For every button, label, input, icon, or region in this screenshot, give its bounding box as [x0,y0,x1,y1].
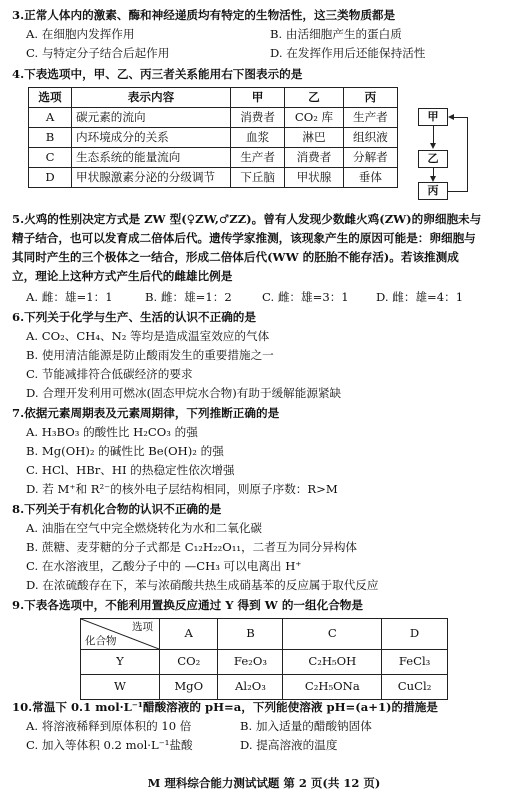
q9-table-row [81,675,448,700]
arrow-jia-to-yi [433,126,434,144]
q10-option-b: B. 加入适量的醋酸钠固体 [240,719,372,733]
q9-stem: 9.下表各选项中，不能利用置换反应通过 Y 得到 W 的一组化合物是 [12,598,363,612]
q5-option-a: A. 雌：雄=1：1 [26,290,113,304]
diagram-box-bing: 丙 [418,182,448,200]
q3-option-c: C. 与特定分子结合后起作用 [26,46,170,60]
q4-cell: CO₂ 库 [285,108,344,128]
q9-cell: CuCl₂ [382,675,448,700]
q4-header-cell: 表示内容 [72,88,231,108]
q6-option-d: D. 合理开发利用可燃冰(固态甲烷水合物)有助于缓解能源紧缺 [26,386,342,400]
q9-cell: FeCl₃ [382,650,448,675]
q9-header-cell: D [382,619,448,650]
diagram-box-yi: 乙 [418,150,448,168]
q9-table-row [81,650,448,675]
diagram-box-jia: 甲 [418,108,448,126]
q4-cell: 甲状腺 [285,168,344,188]
q9-header-row [81,619,448,650]
q6-option-c: C. 节能减排符合低碳经济的要求 [26,367,193,381]
q8-option-c: C. 在水溶液里，乙酸分子中的 —CH₃ 可以电离出 H⁺ [26,559,302,573]
q9-cell: Fe₂O₃ [218,650,283,675]
q4-table-row [29,148,398,168]
q4-cell: 生产者 [343,108,397,128]
q8-option-b: B. 蔗糖、麦芽糖的分子式都是 C₁₂H₂₂O₁₁，二者互为同分异构体 [26,540,358,554]
q4-table-row [29,168,398,188]
q9-row-label: W [81,675,160,700]
q4-cell: D [29,168,72,188]
q9-cell: C₂H₅ONa [283,675,382,700]
q9-cell: MgO [160,675,218,700]
q10-stem: 10.常温下 0.1 mol·L⁻¹醋酸溶液的 pH=a，下列能使溶液 pH=(a+1)的措施是 [12,700,438,714]
q6-option-b: B. 使用清洁能源是防止酸雨发生的重要措施之一 [26,348,274,362]
q4-cell: 生产者 [231,148,285,168]
q4-table-row [29,108,398,128]
q9-corner-bottom: 化合物 [85,634,117,647]
q3-option-b: B. 由活细胞产生的蛋白质 [270,27,402,41]
q9-cell: Al₂O₃ [218,675,283,700]
q4-cell: 下丘脑 [231,168,285,188]
q3-option-a: A. 在细胞内发挥作用 [26,27,135,41]
q4-cell: 生态系统的能量流向 [72,148,231,168]
q4-header-cell: 选项 [29,88,72,108]
arrow-head-down-icon [430,143,436,149]
q7-stem: 7.依据元素周期表及元素周期律，下列推断正确的是 [12,406,280,420]
q5-line-3: 其同时产生的三个极体之一结合，形成二倍体后代(WW 的胚胎不能存活)。若该推测成 [12,250,459,264]
q5-option-d: D. 雌：雄=4：1 [376,290,464,304]
q5-option-c: C. 雌：雄=3：1 [262,290,349,304]
q4-cell: 消费者 [231,108,285,128]
q4-header-cell: 乙 [285,88,344,108]
q4-cell: 消费者 [285,148,344,168]
q6-option-a: A. CO₂、CH₄、N₂ 等均是造成温室效应的气体 [26,329,270,343]
q10-option-c: C. 加入等体积 0.2 mol·L⁻¹盐酸 [26,738,193,752]
q9-header-cell: C [283,619,382,650]
q9-header-cell: A [160,619,218,650]
page-footer: M 理科综合能力测试试题 第 2 页(共 12 页) [147,776,381,790]
q9-cell: CO₂ [160,650,218,675]
arrow-bing-to-jia-top [454,117,468,118]
q4-cell: B [29,128,72,148]
q4-table [28,87,398,188]
q9-table [80,618,448,700]
q3-stem: 3.正常人体内的激素、酶和神经递质均有特定的生物活性，这三类物质都是 [12,8,396,22]
q10-option-d: D. 提高溶液的温度 [240,738,338,752]
arrow-bing-to-jia-side [467,117,468,192]
q4-header-cell: 丙 [343,88,397,108]
q7-option-b: B. Mg(OH)₂ 的碱性比 Be(OH)₂ 的强 [26,444,224,458]
q4-header-cell: 甲 [231,88,285,108]
q6-stem: 6.下列关于化学与生产、生活的认识不正确的是 [12,310,256,324]
q10-option-a: A. 将溶液稀释到原体积的 10 倍 [26,719,192,733]
arrow-bing-to-jia-bottom [448,191,468,192]
q5-line-1: 5.火鸡的性别决定方式是 ZW 型(♀ZW,♂ZZ)。曾有人发现少数雌火鸡(ZW)的卵细胞未与 [12,212,482,226]
q4-header-row [29,88,398,108]
q4-table-row [29,128,398,148]
q4-cell: 分解者 [343,148,397,168]
q7-option-d: D. 若 M⁺和 R²⁻的核外电子层结构相同，则原子序数：R>M [26,482,338,496]
arrow-head-down-icon [430,176,436,182]
q5-option-b: B. 雌：雄=1：2 [145,290,232,304]
q9-header-cell: B [218,619,283,650]
q4-cell: 甲状腺激素分泌的分级调节 [72,168,231,188]
q3-option-d: D. 在发挥作用后还能保持活性 [270,46,426,60]
q4-cell: 内环境成分的关系 [72,128,231,148]
q4-cell: 碳元素的流向 [72,108,231,128]
q9-row-label: Y [81,650,160,675]
q7-option-a: A. H₃BO₃ 的酸性比 H₂CO₃ 的强 [26,425,198,439]
q9-corner-cell [81,619,160,650]
q5-line-4: 立，理论上这种方式产生后代的雌雄比例是 [12,269,233,283]
q4-cell: 淋巴 [285,128,344,148]
q7-option-c: C. HCl、HBr、HI 的热稳定性依次增强 [26,463,235,477]
q9-corner-top: 选项 [132,621,153,633]
q4-cell: 垂体 [343,168,397,188]
arrow-head-left-icon [448,114,454,120]
q9-cell: C₂H₅OH [283,650,382,675]
q8-option-d: D. 在浓硫酸存在下，苯与浓硝酸共热生成硝基苯的反应属于取代反应 [26,578,379,592]
q8-option-a: A. 油脂在空气中完全燃烧转化为水和二氧化碳 [26,521,263,535]
q4-cell: 组织液 [343,128,397,148]
q4-cell: 血浆 [231,128,285,148]
q4-stem: 4.下表选项中，甲、乙、丙三者关系能用右下图表示的是 [12,67,303,81]
q4-cell: A [29,108,72,128]
arrow-yi-to-bing [433,168,434,176]
q5-line-2: 精子结合，也可以发育成二倍体后代。遗传学家推测，该现象产生的原因可能是：卵细胞与 [12,231,476,245]
q8-stem: 8.下列关于有机化合物的认识不正确的是 [12,502,222,516]
q4-cell: C [29,148,72,168]
